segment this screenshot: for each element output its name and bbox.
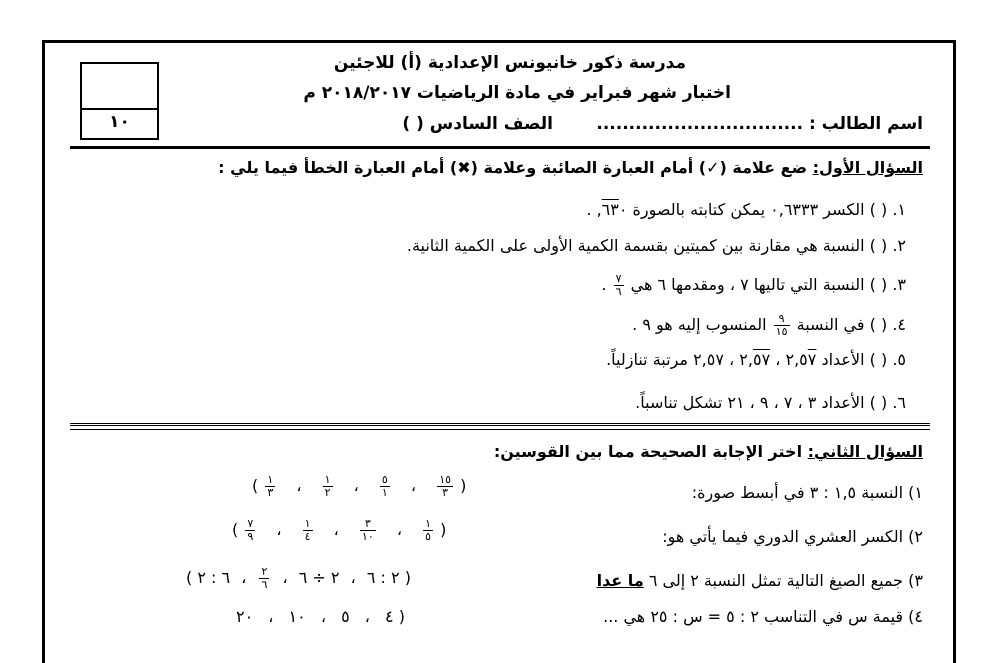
q1-item-3 bbox=[601, 273, 906, 298]
item-text: الكسر العشري الدوري فيما يأتي هو: bbox=[662, 527, 904, 546]
q1-item-5 bbox=[606, 350, 906, 369]
q1-item-4 bbox=[632, 313, 906, 338]
item-tail: ٠, . bbox=[586, 200, 628, 219]
q2-item-4 bbox=[603, 607, 923, 626]
item-text: جميع الصيغ التالية تمثل النسبة ٢ إلى ٦ bbox=[648, 571, 904, 590]
paren-open: ( bbox=[440, 520, 447, 539]
option-3[interactable]: ١٠ bbox=[288, 607, 306, 626]
item-number: ٦. bbox=[892, 393, 906, 412]
item-text: قيمة س في التناسب ٢ : ٥ = س : ٢٥ هي ... bbox=[603, 607, 904, 626]
option-4[interactable]: ٢٠ bbox=[236, 607, 254, 626]
score-divider bbox=[82, 108, 157, 110]
item-number: ١) bbox=[908, 483, 923, 502]
item-text: ، ٢, bbox=[739, 350, 781, 369]
fraction: $\frac{٩}{١٥}$ bbox=[775, 312, 788, 338]
q2-item-2 bbox=[662, 527, 923, 546]
q2-instr: اختر الإجابة الصحيحة مما بين القوسين: bbox=[493, 442, 803, 461]
answer-blank[interactable]: ( ) bbox=[869, 393, 888, 412]
q2-heading bbox=[494, 442, 923, 461]
paren-close: ) bbox=[252, 476, 259, 495]
q1-instr-a: ضع علامة ( bbox=[719, 158, 808, 177]
item-text: ، ٢,٥٧ مرتبة تنازلياً. bbox=[606, 350, 735, 369]
option-4[interactable]: $\frac{١}{٣}$ bbox=[267, 473, 274, 499]
student-name-label[interactable]: اسم الطالب : ................................ bbox=[596, 114, 923, 134]
header-divider bbox=[70, 146, 930, 149]
q2-item-1-options: ( $\frac{١٥}{٣}$ ، $\frac{٥}{١}$ ، $\frac{١}{٢}$ ، $\frac{١}{٣}$ ) bbox=[252, 473, 467, 499]
q1-item-1 bbox=[586, 200, 906, 219]
item-number: ١. bbox=[892, 200, 906, 219]
paren-close: ) bbox=[186, 568, 193, 587]
item-number: ٤) bbox=[908, 607, 923, 626]
option-1[interactable]: $\frac{١٥}{٣}$ bbox=[439, 473, 452, 499]
answer-blank[interactable]: ( ) bbox=[869, 200, 888, 219]
paren-open: ( bbox=[398, 607, 405, 626]
item-number: ٤. bbox=[892, 315, 906, 334]
grade-label: الصف السادس ( ) bbox=[402, 114, 553, 134]
item-text: النسبة التي تاليها ٧ ، ومقدمها ٦ هي bbox=[630, 275, 865, 294]
item-text: المنسوب إليه هو ٩ . bbox=[632, 315, 767, 334]
q2-item-4-options: ( ٤ ، ٥ ، ١٠ ، ٢٠ bbox=[236, 607, 405, 626]
item-text: في النسبة bbox=[796, 315, 865, 334]
answer-blank[interactable]: ( ) bbox=[869, 315, 888, 334]
score-value: ١٠ bbox=[109, 112, 130, 132]
item-text: الكسر ٠,٦٣٣٣ يمكن كتابته بالصورة bbox=[627, 200, 865, 219]
section-divider bbox=[70, 423, 930, 430]
option-3[interactable]: $\frac{١}{٢}$ bbox=[324, 473, 331, 499]
fraction: $\frac{٧}{٦}$ bbox=[615, 272, 622, 298]
option-3[interactable]: $\frac{٢}{٦}$ bbox=[261, 565, 268, 591]
exam-title: اختبار شهر فبراير في مادة الرياضيات ٢٠١٨/٢٠١٧ م bbox=[303, 83, 731, 103]
paren-open: ( bbox=[404, 568, 411, 587]
item-text: الأعداد ٣ ، ٧ ، ٩ ، ٢١ تشكل تناسباً. bbox=[635, 393, 865, 412]
paren-open: ( bbox=[460, 476, 467, 495]
q2-item-2-options: ( $\frac{١}{٥}$ ، $\frac{٣}{١٠}$ ، $\frac{١}{٤}$ ، $\frac{٧}{٩}$ ) bbox=[232, 517, 447, 543]
item-text: النسبة هي مقارنة بين كميتين بقسمة الكمية الأولى على الكمية الثانية. bbox=[406, 236, 865, 255]
option-4[interactable]: ٦ : ٢ bbox=[197, 568, 231, 587]
repeating-digits: ٥٧ bbox=[752, 350, 771, 369]
option-2[interactable]: ٢ ÷ ٦ bbox=[298, 568, 340, 587]
item-number: ٢) bbox=[908, 527, 923, 546]
item-number: ٥. bbox=[892, 350, 906, 369]
q2-title: السؤال الثاني: bbox=[807, 442, 923, 461]
option-1[interactable]: ٤ bbox=[385, 607, 394, 626]
q2-item-3 bbox=[597, 571, 923, 590]
option-2[interactable]: $\frac{٣}{١٠}$ bbox=[361, 517, 374, 543]
item-tail: . bbox=[601, 275, 607, 294]
answer-blank[interactable]: ( ) bbox=[869, 236, 888, 255]
school-name: مدرسة ذكور خانيونس الإعدادية (أ) للاجئين bbox=[333, 53, 686, 73]
q2-item-3-options: ( ٢ : ٦ ، ٢ ÷ ٦ ، $\frac{٢}{٦}$ ، ٦ : ٢ ) bbox=[186, 565, 411, 591]
cross-icon: ✖ bbox=[457, 158, 471, 177]
score-box bbox=[80, 62, 159, 140]
item-text: الأعداد ٢,٥ bbox=[785, 350, 865, 369]
option-2[interactable]: ٥ bbox=[341, 607, 350, 626]
paren-close: ) bbox=[232, 520, 239, 539]
option-3[interactable]: $\frac{١}{٤}$ bbox=[304, 517, 311, 543]
q1-item-6 bbox=[635, 393, 906, 412]
q1-instr-c: ) أمام العبارة الخطأ فيما يلي : bbox=[218, 158, 458, 177]
item-number: ٣) bbox=[908, 571, 923, 590]
q1-instr-b: ) أمام العبارة الصائبة وعلامة ( bbox=[470, 158, 707, 177]
item-text: النسبة ١,٥ : ٣ في أبسط صورة: bbox=[691, 483, 904, 502]
option-4[interactable]: $\frac{٧}{٩}$ bbox=[247, 517, 254, 543]
except-label: ما عدا bbox=[596, 571, 644, 590]
option-1[interactable]: $\frac{١}{٥}$ bbox=[425, 517, 432, 543]
q1-item-2 bbox=[407, 236, 906, 255]
q1-title: السؤال الأول: bbox=[812, 158, 923, 177]
item-number: ٢. bbox=[892, 236, 906, 255]
option-2[interactable]: $\frac{٥}{١}$ bbox=[381, 473, 388, 499]
item-number: ٣. bbox=[892, 275, 906, 294]
repeating-digits: ٧ bbox=[807, 350, 817, 369]
q1-heading bbox=[218, 158, 923, 177]
answer-blank[interactable]: ( ) bbox=[869, 350, 888, 369]
option-1[interactable]: ٢ : ٦ bbox=[366, 568, 400, 587]
repeating-digits: ٦٣ bbox=[601, 200, 619, 219]
answer-blank[interactable]: ( ) bbox=[869, 275, 888, 294]
check-icon: ✓ bbox=[706, 158, 720, 177]
q2-item-1 bbox=[692, 483, 923, 502]
